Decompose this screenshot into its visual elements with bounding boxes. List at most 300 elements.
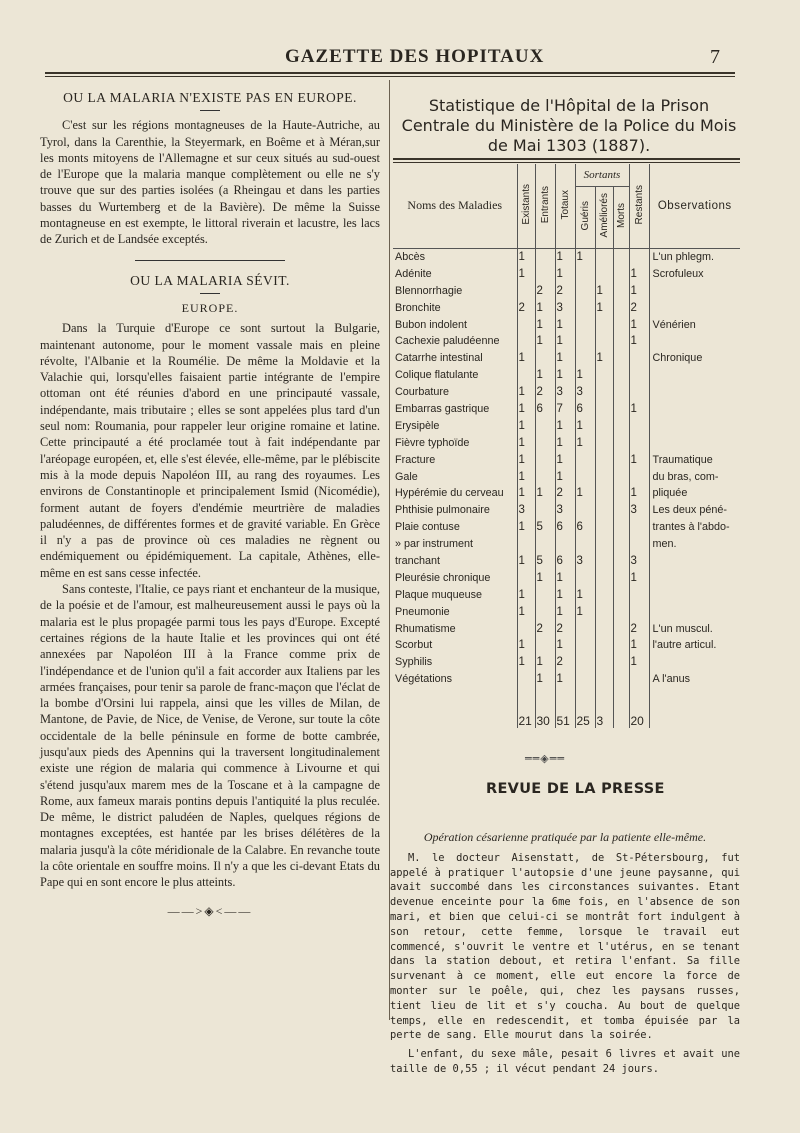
table-row [393, 248, 740, 265]
observation-cell: L'un muscul. [649, 620, 740, 637]
disease-name-cell: tranchant [395, 554, 441, 567]
count-cell-re: 1 [629, 282, 649, 299]
count-cell-mo [613, 637, 629, 654]
observation-cell [649, 654, 740, 671]
count-cell-ex: 1 [517, 637, 535, 654]
count-cell-en [535, 350, 555, 367]
table-row [393, 620, 740, 637]
header-disease-name: Noms des Maladies [393, 164, 517, 248]
count-cell-gu [575, 536, 595, 553]
count-cell-mo [613, 265, 629, 282]
count-cell-re [629, 384, 649, 401]
section-title-no-malaria: OU LA MALARIA N'EXISTE PAS EN EUROPE. [63, 90, 357, 105]
left-column [40, 80, 380, 919]
table-row [393, 569, 740, 586]
count-cell-am [595, 502, 613, 519]
count-cell-to: 3 [555, 299, 575, 316]
disease-name-cell: Syphilis [395, 656, 433, 669]
disease-name-cell: Erysipèle [395, 419, 440, 432]
count-cell-mo [613, 654, 629, 671]
count-cell-gu: 1 [575, 603, 595, 620]
disease-name-cell: Courbature [395, 386, 450, 399]
count-cell-ex [517, 569, 535, 586]
revue-article [390, 830, 740, 1077]
count-cell-gu: 3 [575, 384, 595, 401]
count-cell-to: 3 [555, 502, 575, 519]
disease-name-cell: Hypérémie du cerveau [395, 487, 504, 500]
observation-cell: Scrofuleux [649, 265, 740, 282]
statistics-title: Statistique de l'Hôpital de la Prison Centrale du Ministère de la Police du Mois de Mai 1303 (1887). [401, 96, 737, 155]
observation-cell [649, 417, 740, 434]
observation-cell: Vénérien [649, 316, 740, 333]
subsection-title-europe: EUROPE. [181, 300, 239, 315]
observation-cell [649, 333, 740, 350]
count-cell-ex: 1 [517, 654, 535, 671]
observation-cell [649, 384, 740, 401]
count-cell-en: 2 [535, 384, 555, 401]
count-cell-am [595, 485, 613, 502]
ornament-divider: ——>◈<—— [167, 903, 253, 918]
disease-name-cell: Pneumonie [395, 605, 450, 618]
count-cell-mo [613, 401, 629, 418]
count-cell-mo [613, 485, 629, 502]
observation-cell: Traumatique [649, 451, 740, 468]
count-cell-am [595, 468, 613, 485]
count-cell-en: 1 [535, 299, 555, 316]
count-cell-mo [613, 569, 629, 586]
disease-name-cell: Phthisie pulmonaire [395, 504, 490, 517]
count-cell-en: 1 [535, 333, 555, 350]
count-cell-am [595, 401, 613, 418]
count-cell-am [595, 671, 613, 688]
count-cell-am: 1 [595, 282, 613, 299]
count-cell-gu [575, 265, 595, 282]
count-cell-to: 1 [555, 333, 575, 350]
totals-label-cell [393, 688, 517, 728]
disease-name-cell: Plaie contuse [395, 521, 460, 534]
count-cell-ex: 1 [517, 384, 535, 401]
count-cell-gu: 1 [575, 586, 595, 603]
count-cell-am [595, 333, 613, 350]
count-cell-re: 1 [629, 485, 649, 502]
observation-cell [649, 367, 740, 384]
observation-cell [649, 569, 740, 586]
count-cell-re: 3 [629, 553, 649, 570]
disease-name-cell: Abcès [395, 250, 426, 263]
count-cell-mo [613, 384, 629, 401]
table-row [393, 384, 740, 401]
count-cell-am [595, 265, 613, 282]
count-cell-ex [517, 367, 535, 384]
header-observations: Observations [649, 164, 740, 248]
count-cell-am [595, 451, 613, 468]
disease-name-cell: Colique flatulante [395, 369, 479, 382]
count-cell-to: 1 [555, 637, 575, 654]
paragraph-turquie: Dans la Turquie d'Europe ce sont surtout la Bulgarie, maintenant autonome, pour le moment vassale mais en pleine révolte, l'Albanie et la Roumélie. De même la Moldavie et la Valachie qui, lorsqu'elles faisaient partie intégrante de l'empire ottoman ont été réunies d'abord en une principauté vassale, indépendante, mais tributaire ; elles se sont appelées plus tard d'un seul nom: Roumania, pour rappeler leur origine romaine et latine. Cette principauté a été proclamée tout à fait indépendante par l'aréopage européen, et, elle s'est élevée, elle-même, par le plébiscite mis à la mode depuis Napoléon III, au rang des royaumes. Les environs de Constantinople et principalement Ismid (Nicomédie), forment autant de foyers d'endémie meurtrière de maladies paludéennes, de différentes formes et de gravité variable. En Grèce il n'y a pas de province où ces maladies ne règnent ou endémiquement ou épidémiquement. La capitale, Athènes, elle-même en est sans cesse infectée. [40, 321, 380, 580]
observation-cell: A l'anus [649, 671, 740, 688]
count-cell-ex: 1 [517, 519, 535, 536]
count-cell-to: 1 [555, 265, 575, 282]
article-paragraph: L'enfant, du sexe mâle, pesait 6 livres et avait une taille de 0,55 ; il vécut pendant 24 jours. [390, 1048, 740, 1075]
count-cell-to: 6 [555, 553, 575, 570]
table-row [393, 367, 740, 384]
observation-cell: L'un phlegm. [649, 248, 740, 265]
section-separator [135, 260, 285, 261]
count-cell-re [629, 536, 649, 553]
count-cell-gu [575, 671, 595, 688]
table-row [393, 282, 740, 299]
count-cell-re: 1 [629, 265, 649, 282]
count-cell-en [535, 417, 555, 434]
observation-cell [649, 282, 740, 299]
count-cell-ex [517, 316, 535, 333]
count-cell-en: 2 [535, 620, 555, 637]
observation-cell: trantes à l'abdo- [649, 519, 740, 536]
statistics-table [393, 164, 740, 728]
count-cell-gu [575, 299, 595, 316]
count-cell-ex: 1 [517, 248, 535, 265]
count-cell-ex: 1 [517, 434, 535, 451]
count-cell-gu: 1 [575, 248, 595, 265]
count-cell-ex: 1 [517, 603, 535, 620]
count-cell-am [595, 417, 613, 434]
count-cell-gu: 6 [575, 519, 595, 536]
count-cell-re [629, 468, 649, 485]
revue-title: REVUE DE LA PRESSE [486, 781, 665, 797]
count-cell-en: 5 [535, 553, 555, 570]
header-restants: Restants [629, 164, 649, 248]
count-cell-mo [613, 333, 629, 350]
count-cell-re [629, 248, 649, 265]
title-dash [200, 293, 220, 294]
count-cell-en [535, 502, 555, 519]
count-cell-ex: 1 [517, 417, 535, 434]
table-row [393, 265, 740, 282]
count-cell-to: 1 [555, 468, 575, 485]
count-cell-re [629, 671, 649, 688]
count-cell-gu: 1 [575, 367, 595, 384]
disease-name-cell: Bronchite [395, 301, 441, 314]
table-rule [393, 158, 740, 160]
count-cell-to: 2 [555, 485, 575, 502]
disease-name-cell: Fièvre typhoïde [395, 436, 470, 449]
count-cell-am: 1 [595, 299, 613, 316]
count-cell-re: 1 [629, 401, 649, 418]
table-row [393, 434, 740, 451]
count-cell-re: 3 [629, 502, 649, 519]
observation-cell [649, 586, 740, 603]
paragraph-italie: Sans conteste, l'Italie, ce pays riant et enchanteur de la musique, de la poésie et de l'amour, est malheureusement aussi le pays où la malaria est le plus propagée parmi tous les pays d'Europe. Excepté certaines régions de la haute Italie et les provinces qui ont été annexées par Napoléon III à la France comme prix de l'indépendance et de l'union qu'il a fait accorder aux Italiens par les armées françaises, pour tenir sa parole de franc-maçon que l'éclat de la bombe d'Orsini lui rappela, ainsi que les villes de Milan, de Mantone, de Pavie, de Nice, de Venise, de Verone, sur toute la côte occidentale de la belle péninsule en forme de botte cambrée, jusqu'aux pieds des Apennins qui la traversent longitudinalement existe une région de malaria qui commence à Livourne et qui s'étend jusqu'aux marem mes de la Toscane et à la campagne de Rome, aux fameux marais pontins depuis l'antiquité la plus reculée. De même, le district paludéen de Naples, quelques régions de montagnes exceptées, est hantée par les brises délétères de la malaria jusqu'à la côte méridionale de la Calabre. En revanche toute la côte orientale en souffre moins. Il n'y a que les ci-devant Etats du Pape qui en sont encore le plus atteints. [40, 582, 380, 890]
observation-cell [649, 299, 740, 316]
count-cell-mo [613, 536, 629, 553]
table-row [393, 333, 740, 350]
disease-name-cell: Pleurésie chronique [395, 571, 491, 584]
count-cell-ex: 1 [517, 468, 535, 485]
count-cell-to: 7 [555, 401, 575, 418]
count-cell-am [595, 367, 613, 384]
disease-name-cell: » par instrument [395, 538, 474, 551]
count-cell-mo [613, 451, 629, 468]
count-cell-to: 1 [555, 603, 575, 620]
header-rule-thin [45, 76, 735, 77]
observation-cell: Chronique [649, 350, 740, 367]
observation-cell: du bras, com- [649, 468, 740, 485]
count-cell-mo [613, 316, 629, 333]
count-cell-gu [575, 654, 595, 671]
table-row [393, 316, 740, 333]
count-cell-am [595, 620, 613, 637]
count-cell-mo [613, 350, 629, 367]
table-row [393, 536, 740, 553]
observation-cell: l'autre articul. [649, 637, 740, 654]
count-cell-re: 1 [629, 316, 649, 333]
observation-cell [649, 603, 740, 620]
disease-name-cell: Bubon indolent [395, 318, 468, 331]
header-gueris: Guéris [575, 186, 595, 248]
header-totaux: Totaux [555, 164, 575, 248]
observation-cell: pliquée [649, 485, 740, 502]
count-cell-to: 1 [555, 417, 575, 434]
count-cell-am [595, 316, 613, 333]
totals-observation-cell [649, 688, 740, 728]
count-cell-mo [613, 468, 629, 485]
observation-cell [649, 434, 740, 451]
disease-name-cell: Adénite [395, 267, 432, 280]
count-cell-en: 6 [535, 401, 555, 418]
count-cell-to: 2 [555, 282, 575, 299]
count-cell-gu [575, 350, 595, 367]
count-cell-to: 1 [555, 569, 575, 586]
disease-name-cell: Blennorrhagie [395, 284, 463, 297]
disease-name-cell: Gale [395, 470, 418, 483]
count-cell-re: 1 [629, 451, 649, 468]
count-cell-mo [613, 586, 629, 603]
count-cell-mo [613, 603, 629, 620]
count-cell-re: 1 [629, 637, 649, 654]
count-cell-to: 3 [555, 384, 575, 401]
disease-name-cell: Scorbut [395, 639, 433, 652]
count-cell-en [535, 434, 555, 451]
count-cell-en: 1 [535, 367, 555, 384]
table-row [393, 485, 740, 502]
count-cell-to: 1 [555, 434, 575, 451]
count-cell-to: 6 [555, 519, 575, 536]
count-cell-ex [517, 333, 535, 350]
count-cell-ex: 1 [517, 265, 535, 282]
count-cell-mo [613, 299, 629, 316]
table-row [393, 299, 740, 316]
header-ameliores: Améliorés [595, 186, 613, 248]
count-cell-ex: 2 [517, 299, 535, 316]
count-cell-gu [575, 637, 595, 654]
newspaper-title: GAZETTE DES HOPITAUX [285, 46, 545, 67]
disease-name-cell: Embarras gastrique [395, 402, 490, 415]
count-cell-gu [575, 468, 595, 485]
count-cell-to: 1 [555, 350, 575, 367]
count-cell-to [555, 536, 575, 553]
count-cell-to: 1 [555, 586, 575, 603]
observation-cell: Les deux péné- [649, 502, 740, 519]
count-cell-mo [613, 248, 629, 265]
count-cell-ex: 1 [517, 586, 535, 603]
count-cell-en: 5 [535, 519, 555, 536]
count-cell-gu [575, 502, 595, 519]
table-row [393, 553, 740, 570]
disease-name-cell: Catarrhe intestinal [395, 352, 483, 365]
count-cell-ex [517, 536, 535, 553]
observation-cell [649, 401, 740, 418]
header-rule [45, 72, 735, 74]
table-row [393, 502, 740, 519]
count-cell-en [535, 536, 555, 553]
count-cell-mo [613, 417, 629, 434]
page-number: 7 [710, 46, 720, 68]
count-cell-ex: 1 [517, 350, 535, 367]
count-cell-to: 1 [555, 451, 575, 468]
count-cell-am [595, 248, 613, 265]
count-cell-ex [517, 671, 535, 688]
disease-name-cell: Cachexie paludéenne [395, 335, 500, 348]
table-row [393, 671, 740, 688]
count-cell-gu [575, 316, 595, 333]
count-cell-re: 2 [629, 299, 649, 316]
title-dash [200, 110, 220, 111]
count-cell-mo [613, 434, 629, 451]
disease-name-cell: Végétations [395, 673, 453, 686]
count-cell-mo [613, 620, 629, 637]
count-cell-gu: 1 [575, 417, 595, 434]
count-cell-am [595, 603, 613, 620]
count-cell-ex: 1 [517, 401, 535, 418]
table-row [393, 637, 740, 654]
count-cell-am [595, 637, 613, 654]
count-cell-re [629, 417, 649, 434]
count-cell-gu: 1 [575, 485, 595, 502]
total-cell-to: 51 [555, 688, 575, 728]
article-subtitle: Opération césarienne pratiquée par la patiente elle-même. [423, 830, 707, 844]
count-cell-en: 1 [535, 569, 555, 586]
count-cell-en [535, 637, 555, 654]
count-cell-ex [517, 282, 535, 299]
header-existants: Existants [517, 164, 535, 248]
count-cell-ex: 1 [517, 451, 535, 468]
count-cell-am [595, 519, 613, 536]
count-cell-re [629, 350, 649, 367]
count-cell-en [535, 265, 555, 282]
count-cell-en [535, 603, 555, 620]
count-cell-re [629, 367, 649, 384]
count-cell-gu [575, 569, 595, 586]
disease-name-cell: Rhumatisme [395, 622, 456, 635]
count-cell-mo [613, 502, 629, 519]
count-cell-mo [613, 671, 629, 688]
count-cell-ex [517, 620, 535, 637]
header-sortants: Sortants [575, 164, 629, 186]
count-cell-am [595, 553, 613, 570]
count-cell-re: 1 [629, 569, 649, 586]
total-cell-en: 30 [535, 688, 555, 728]
count-cell-mo [613, 367, 629, 384]
count-cell-am: 1 [595, 350, 613, 367]
observation-cell: men. [649, 536, 740, 553]
count-cell-ex: 1 [517, 553, 535, 570]
table-rule-thin [393, 162, 740, 163]
total-cell-mo [613, 688, 629, 728]
table-row [393, 451, 740, 468]
disease-name-cell: Plaque muqueuse [395, 588, 483, 601]
total-cell-re: 20 [629, 688, 649, 728]
count-cell-en: 2 [535, 282, 555, 299]
count-cell-to: 2 [555, 654, 575, 671]
observation-cell [649, 553, 740, 570]
table-row [393, 586, 740, 603]
count-cell-en: 1 [535, 654, 555, 671]
count-cell-re [629, 586, 649, 603]
count-cell-re: 1 [629, 333, 649, 350]
count-cell-en [535, 586, 555, 603]
count-cell-to: 1 [555, 367, 575, 384]
count-cell-en [535, 468, 555, 485]
count-cell-to: 1 [555, 671, 575, 688]
table-row [393, 417, 740, 434]
count-cell-gu: 1 [575, 434, 595, 451]
table-row [393, 468, 740, 485]
count-cell-gu: 6 [575, 401, 595, 418]
count-cell-en: 1 [535, 485, 555, 502]
table-row [393, 654, 740, 671]
count-cell-mo [613, 282, 629, 299]
count-cell-re: 2 [629, 620, 649, 637]
count-cell-am [595, 569, 613, 586]
count-cell-to: 1 [555, 316, 575, 333]
count-cell-re [629, 519, 649, 536]
count-cell-en: 1 [535, 671, 555, 688]
count-cell-am [595, 536, 613, 553]
header-morts: Morts [613, 186, 629, 248]
totals-row [393, 688, 740, 728]
count-cell-gu [575, 282, 595, 299]
count-cell-gu: 3 [575, 553, 595, 570]
count-cell-to: 1 [555, 248, 575, 265]
count-cell-am [595, 384, 613, 401]
total-cell-ex: 21 [517, 688, 535, 728]
count-cell-gu [575, 333, 595, 350]
header-entrants: Entrants [535, 164, 555, 248]
table-row [393, 603, 740, 620]
count-cell-re [629, 434, 649, 451]
count-cell-am [595, 434, 613, 451]
section-title-malaria: OU LA MALARIA SÉVIT. [130, 272, 290, 288]
count-cell-en [535, 248, 555, 265]
total-cell-am: 3 [595, 688, 613, 728]
disease-name-cell: Fracture [395, 453, 436, 466]
total-cell-gu: 25 [575, 688, 595, 728]
article-paragraph: M. le docteur Aisenstatt, de St-Pétersbourg, fut appelé à pratiquer l'autopsie d'une jeune paysanne, qui avait succombé dans les circonstances suivantes. Etant devenue enceinte pour la 6me fois, en l'absence de son mari, et bien que celui-ci se montrât fort indulgent à son retour, cette femme, lorsque le travail eut commencé, s'ouvrit le ventre et l'utérus, en se tenant dans la station debout, et retira l'enfant. Sa fille survenant à ce moment, elle eut encore la force de monter sur le poêle, qui, chez les paysans russes, tient lieu de lit et s'y coucha. Au bout de quelque temps, elle en redescendit, et tomba épuisée par la perte de sang. Elle mourut dans la soirée. [390, 851, 740, 1042]
table-row [393, 350, 740, 367]
count-cell-mo [613, 553, 629, 570]
count-cell-mo [613, 519, 629, 536]
paragraph-no-malaria: C'est sur les régions montagneuses de la Haute-Autriche, au Tyrol, dans la Carenthie, la Steyermark, en Boême et à Méran,sur les monts mitoyens de l'Allemagne et sur ceux situés au sud-ouest de l'Europe que la malaria manque complètement ou elle ne s'y trouve que sur des parties isolées (a Rheingau et dans les parties basses du Wurtemberg et de la Bavière). De même la Suisse montagneuse en est exempte, le littoral riverain et lacustre, les lacs de Zurich et de Landsée exceptés. [40, 118, 380, 247]
count-cell-to: 2 [555, 620, 575, 637]
count-cell-am [595, 654, 613, 671]
count-cell-en [535, 451, 555, 468]
count-cell-en: 1 [535, 316, 555, 333]
count-cell-re: 1 [629, 654, 649, 671]
count-cell-gu [575, 451, 595, 468]
count-cell-ex: 3 [517, 502, 535, 519]
count-cell-gu [575, 620, 595, 637]
table-row [393, 401, 740, 418]
